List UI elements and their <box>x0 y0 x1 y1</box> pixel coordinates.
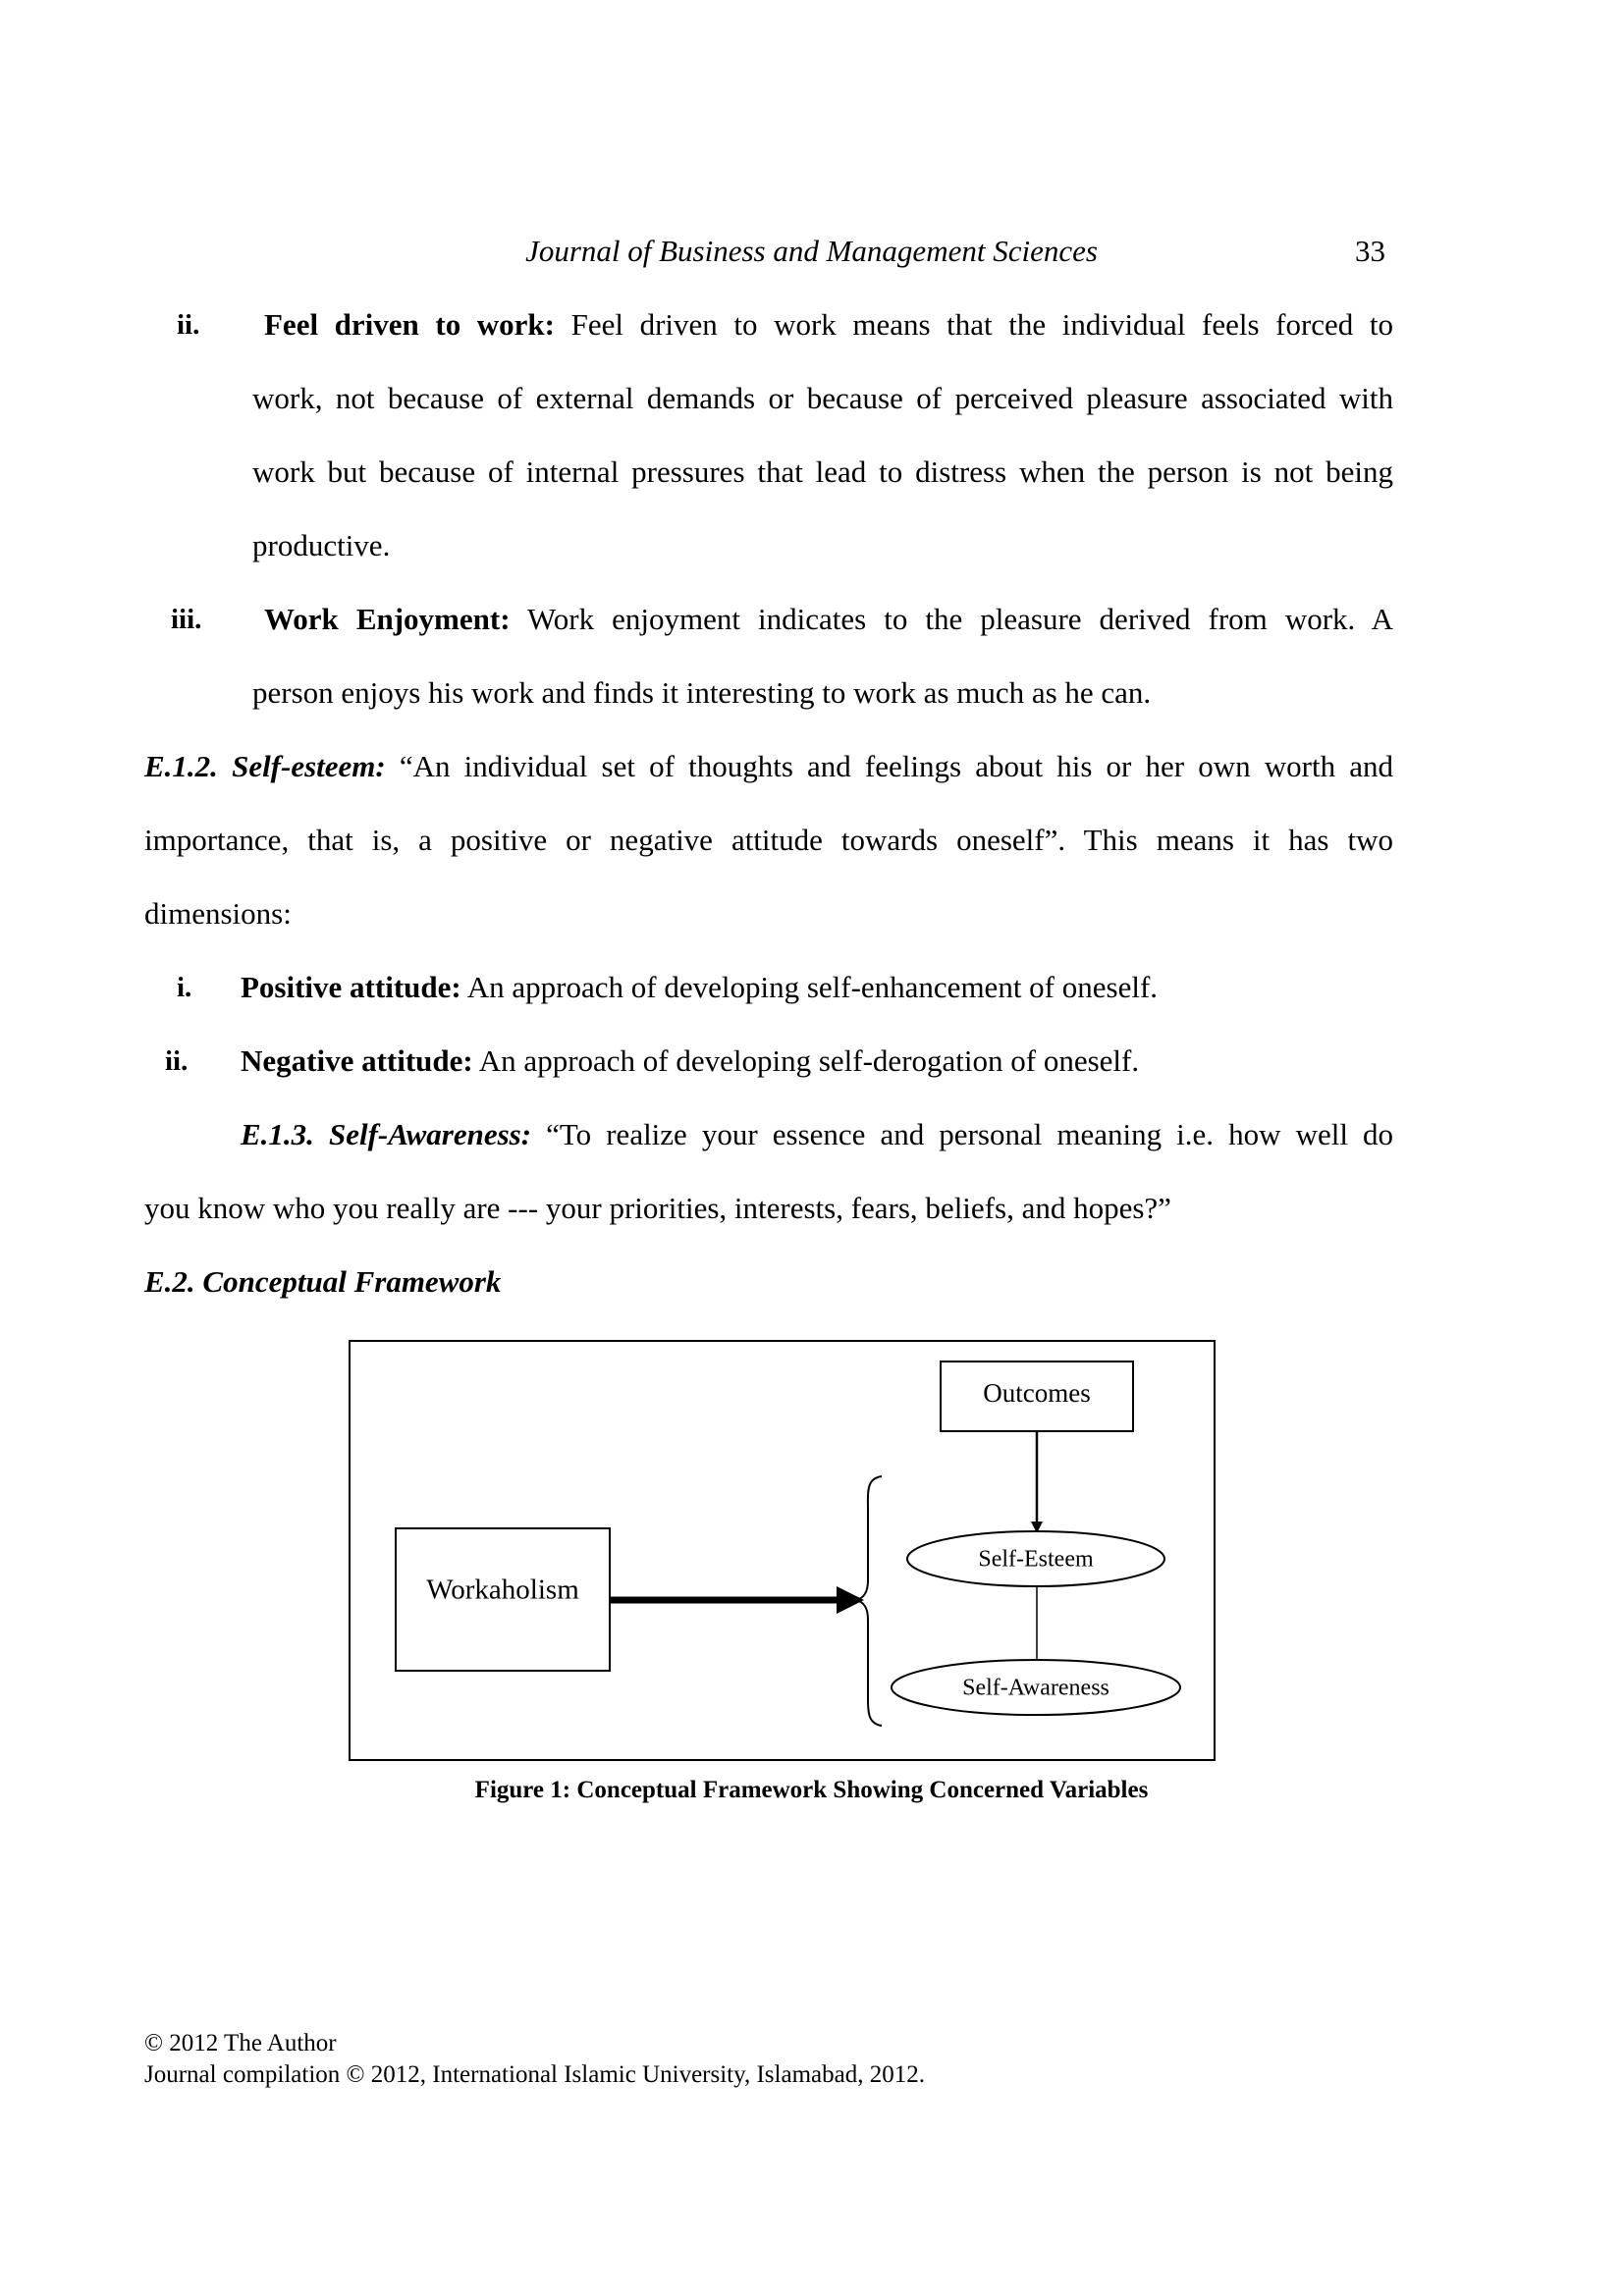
paragraph-text: “An individual set of thoughts and feelings about his or her own worth and <box>399 749 1394 783</box>
paragraph-line: dimensions: <box>144 896 292 931</box>
paragraph-line: person enjoys his work and finds it interesting to work as much as he can. <box>252 675 1152 710</box>
item-numeral: ii. <box>165 1045 189 1077</box>
item-text: Feel driven to work means that the individual feels forced to <box>570 307 1394 342</box>
self-esteem-label: Self-Esteem <box>978 1546 1094 1573</box>
journal-title: Journal of Business and Management Sciences <box>525 234 1098 268</box>
main-arrow-head <box>837 1586 864 1614</box>
paragraph-line: you know who you really are --- your priorities, interests, fears, beliefs, and hopes?” <box>144 1191 1171 1225</box>
paragraph-line: importance, that is, a positive or negative attitude towards oneself”. This means it has two <box>144 823 1393 857</box>
footer-compilation: Journal compilation © 2012, International Islamic University, Islamabad, 2012. <box>144 2061 925 2088</box>
paragraph-text: “To realize your essence and personal meaning i.e. how well do <box>546 1117 1393 1151</box>
item-text: Work enjoyment indicates to the pleasure derived from work. A <box>527 602 1393 636</box>
item-text: An approach of developing self-enhancement of oneself. <box>466 970 1159 1004</box>
subsection-heading: E.1.2. Self-esteem: <box>144 749 386 783</box>
item-term: Positive attitude: <box>241 970 461 1004</box>
workaholism-label: Workaholism <box>426 1574 579 1606</box>
page-number: 33 <box>1355 234 1385 268</box>
self-awareness-label: Self-Awareness <box>962 1675 1109 1701</box>
outcomes-label: Outcomes <box>983 1378 1091 1409</box>
item-numeral: i. <box>177 972 192 1003</box>
item-numeral: iii. <box>171 604 202 635</box>
subsection-heading: E.1.3. Self-Awareness: <box>241 1117 532 1151</box>
item-numeral: ii. <box>177 309 200 341</box>
item-term: Negative attitude: <box>241 1043 473 1078</box>
paragraph-line: work, not because of external demands or because of perceived pleasure associated with <box>252 381 1393 415</box>
figure-caption: Figure 1: Conceptual Framework Showing Concerned Variables <box>474 1777 1149 1803</box>
item-text: An approach of developing self-derogation of oneself. <box>478 1043 1140 1078</box>
footer-copyright: © 2012 The Author <box>144 2030 337 2056</box>
item-term: Feel driven to work: <box>264 307 555 342</box>
paragraph-line: work but because of internal pressures that lead to distress when the person is not being <box>252 454 1393 489</box>
paragraph-line: productive. <box>252 528 391 562</box>
item-term: Work Enjoyment: <box>264 602 511 636</box>
section-title: E.2. Conceptual Framework <box>144 1264 502 1299</box>
